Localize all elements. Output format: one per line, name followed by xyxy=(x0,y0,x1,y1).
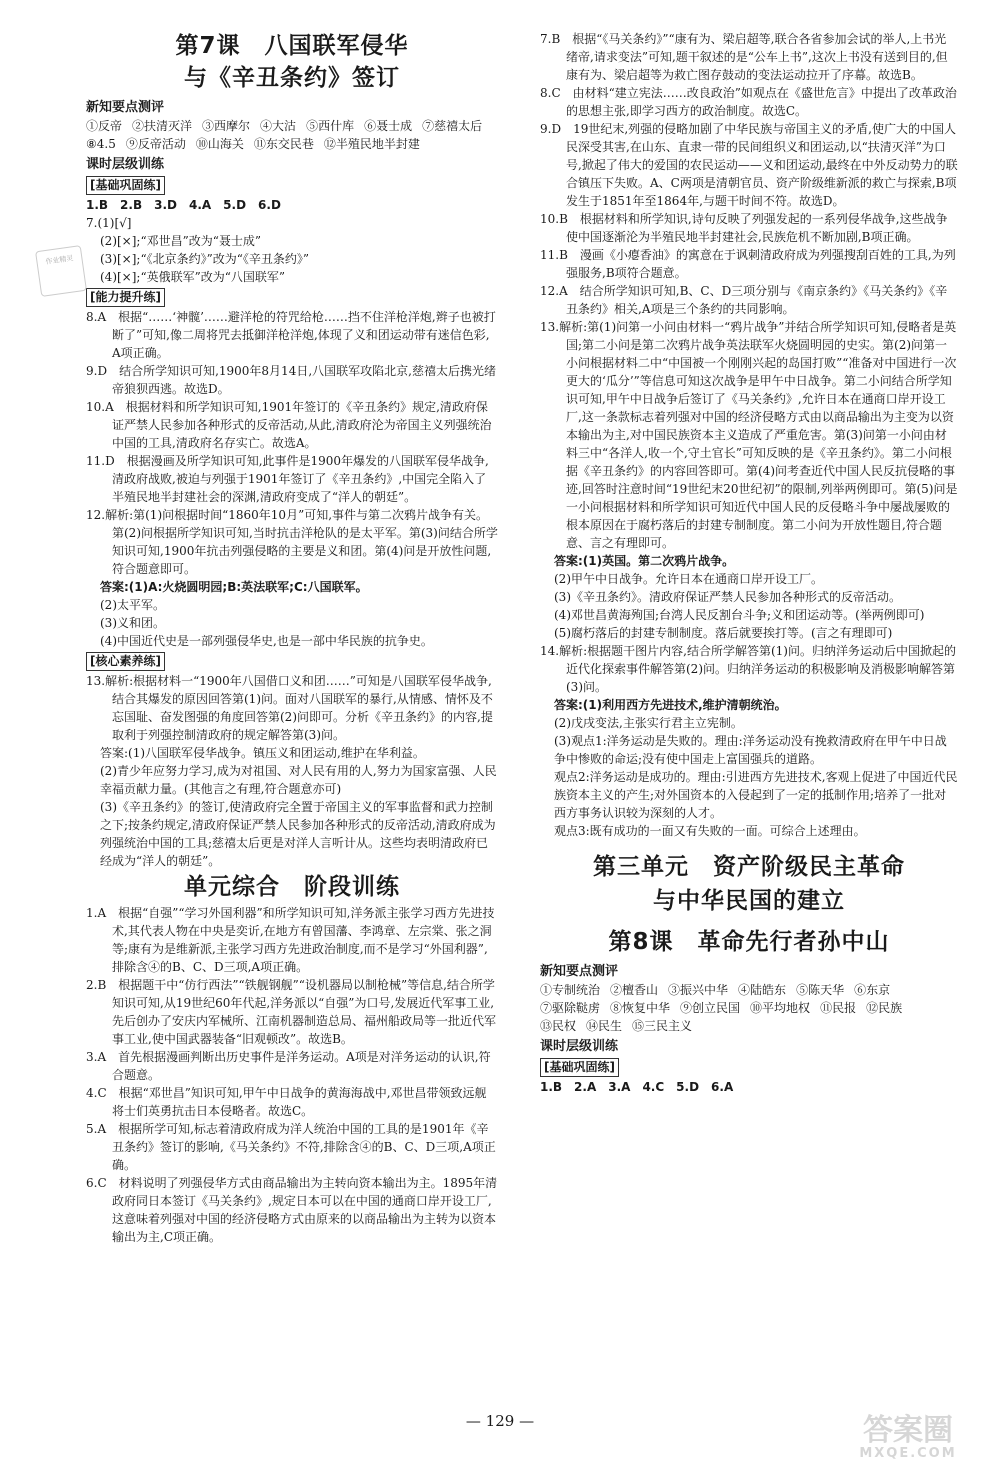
keyword: ③振兴中华 xyxy=(668,983,729,997)
keyword: ⑩平均地权 xyxy=(750,1001,811,1015)
keyword: ②扶清灭洋 xyxy=(132,119,193,133)
unit-q14-answer: 答案:(1)利用西方先进技术,维护清朝统治。 xyxy=(554,698,787,712)
sub-core: [核心素养练] xyxy=(86,652,165,671)
mc-answers: 1.B 2.B 3.D 4.A 5.D 6.D xyxy=(86,198,281,212)
keyword: ④大沽 xyxy=(260,119,297,133)
keyword: ⑥聂士成 xyxy=(364,119,413,133)
unit3-title xyxy=(540,850,958,918)
section-training: 课时层级训练 xyxy=(86,157,165,172)
unit-answer-q8: 8.C 由材料“建立宪法……改良政治”如观点在《盛世危言》中提出了改革政治的思想主张,即学习西方的政治制度。故选C。 xyxy=(540,86,957,118)
lesson7-title-line2: 与《辛丑条约》签订 xyxy=(184,65,400,91)
keyword: ④陆皓东 xyxy=(738,983,787,997)
q12-answer: 答案:(1)A:火烧圆明园;B:英法联军;C:八国联军。 xyxy=(100,580,368,594)
unit-answer-q3: 3.A 首先根据漫画判断出历史事件是洋务运动。A项是对洋务运动的认识,符合题意。 xyxy=(86,1050,491,1082)
section-new-knowledge: 新知要点测评 xyxy=(86,100,165,115)
lesson7-title xyxy=(86,30,498,94)
keyword: ⑪东交民巷 xyxy=(253,137,314,151)
lesson8-sub-basic: [基础巩固练] xyxy=(540,1058,619,1077)
keyword: ⑤西什库 xyxy=(306,119,355,133)
unit-answer-q14: 14.解析:根据题干图片内容,结合所学解答第(1)问。归纳洋务运动后中国掀起的近代化探索事件解答第(2)问。归纳洋务运动的积极影响及消极影响解答第(3)问。 xyxy=(540,644,956,694)
right-column xyxy=(540,30,958,1096)
unit-q13-answer: (2)甲午中日战争。允许日本在通商口岸开设工厂。 xyxy=(554,572,823,586)
keyword: ⑦慈禧太后 xyxy=(422,119,483,133)
q7-line: (3)[×];“《北京条约》”改为“《辛丑条约》” xyxy=(100,252,309,266)
unit-answer-q5: 5.A 根据所学可知,标志着清政府成为洋人统治中国的工具的是1901年《辛丑条约》签订的影响,《马关条约》不符,排除含④的B、C、D三项,A项正确。 xyxy=(86,1122,496,1172)
lesson8-section-new: 新知要点测评 xyxy=(540,964,619,979)
unit-answer-q1: 1.A 根据“自强”“学习外国利器”和所学知识可知,洋务派主张学习西方先进技术,其代表人物在中央是奕䜣,在地方有曾国藩、李鸿章、左宗棠、张之洞等;康有为是维新派,主张学习西方先进政治制度,而不是学习“外国利器”,排除含④的B、C、D三项,A项正确。 xyxy=(86,906,495,974)
unit-answer-q12: 12.A 结合所学知识可知,B、C、D三项分别与《南京条约》《马关条约》《辛丑条约》相关,A项是三个条约的共同影响。 xyxy=(540,284,948,316)
lesson7-title-line1: 第7课 八国联军侵华 xyxy=(175,33,409,59)
lesson8-mc-answers: 1.B 2.A 3.A 4.C 5.D 6.A xyxy=(540,1080,734,1094)
keyword: ⑤陈天华 xyxy=(796,983,845,997)
q7-line: 7.(1)[√] xyxy=(86,216,132,230)
lesson8-section-training: 课时层级训练 xyxy=(540,1039,619,1054)
unit3-title-line1: 第三单元 资产阶级民主革命 xyxy=(593,854,905,880)
keyword: ②檀香山 xyxy=(610,983,659,997)
unit-summary-title: 单元综合 阶段训练 xyxy=(184,874,400,900)
unit-answer-q13: 13.解析:第(1)问第一小问由材料一“鸦片战争”并结合所学知识可知,侵略者是英国;第二小问是第二次鸦片战争英法联军火烧圆明园的史实。第(2)问第一小问根据材料二中“中国被一个刚刚兴起的岛国打败”“准备对中国进行一次更大的‘瓜分’”等信息可知这次战争是甲午中日战争。第二小问结合所学知识可知,甲午中日战争后签订了《马关条约》,允许日本在通商口岸开设工厂,这一条款标志着列强对中国的经济侵略方式由以商品输出为主变为以资本输出为主,对中国民族资本主义造成了严重危害。第(3)问第一小问由材料三中“各洋人,收一个,守土官长”可知反映的是《辛丑条约》。第二小问根据《辛丑条约》的内容回答即可。第(4)问考查近代中国人民反抗侵略的事迹,回答时注意时间“19世纪末20世纪初”的限制,列举两例即可。第(5)问是一小问根据材料和所学知识可知近代中国人民的反侵略斗争中屡战屡败的根本原因在于腐朽落后的封建专制制度。第二小问为开放性题目,符合题意、言之有理即可。 xyxy=(540,320,958,550)
unit-q14-answer: 观点3:既有成功的一面又有失败的一面。可综合上述理由。 xyxy=(554,824,866,838)
unit3-title-line2: 与中华民国的建立 xyxy=(653,888,845,914)
keyword: ①专制统治 xyxy=(540,983,601,997)
unit-answer-q9: 9.D 19世纪末,列强的侵略加剧了中华民族与帝国主义的矛盾,使广大的中国人民深受其害,在山东、直隶一带的民间组织义和团运动,以“扶清灭洋”为口号,掀起了伟大的爱国的农民运动——义和团运动,最终在中外反动势力的联合镇压下失败。A、C两项是清朝官员、资产阶级维新派的救亡与探索,B项发生于1851年至1864年,与题干时间不符。故选D。 xyxy=(540,122,958,208)
unit-q13-answer: (4)邓世昌黄海殉国;台湾人民反割台斗争;义和团运动等。(举两例即可) xyxy=(554,608,925,622)
unit-answer-q11: 11.B 漫画《小瘪香油》的寓意在于讽刺清政府成为列强搜刮百姓的工具,为列强服务,B项符合题意。 xyxy=(540,248,956,280)
keyword: ③西摩尔 xyxy=(202,119,251,133)
sub-ability: [能力提升练] xyxy=(86,288,165,307)
sub-basic: [基础巩固练] xyxy=(86,176,165,195)
keyword: ⑬民权 xyxy=(540,1019,577,1033)
unit-q14-answer: (2)戊戌变法,主张实行君主立宪制。 xyxy=(554,716,743,730)
keyword: ①反帝 xyxy=(86,119,123,133)
keyword: ⑦驱除鞑虏 xyxy=(540,1001,601,1015)
q12-answer: (2)太平军。 xyxy=(100,598,165,612)
unit-q13-answer: 答案:(1)英国。第二次鸦片战争。 xyxy=(554,554,735,568)
page-number: — 129 — xyxy=(465,1412,535,1430)
lesson8-keywords xyxy=(540,981,958,1035)
keyword: ⑭民生 xyxy=(586,1019,623,1033)
watermark-logo xyxy=(828,1415,988,1463)
unit-answer-q7: 7.B 根据“《马关条约》”“康有为、梁启超等,联合各省参加会试的举人,上书光绪帝,请求变法”可知,题干叙述的是“公车上书”,这次上书没有送到目的,但康有为、梁启超等为救亡图存鼓动的变法运动拉开了序幕。故选B。 xyxy=(540,32,948,82)
keyword: ⑧恢复中华 xyxy=(610,1001,671,1015)
lesson7-keywords xyxy=(86,117,498,153)
keyword: ⑫民族 xyxy=(866,1001,903,1015)
answer-q11: 11.D 根据漫画及所学知识可知,此事件是1900年爆发的八国联军侵华战争,清政府战败,被迫与列强于1901年签订了《辛丑条约》,中国完全陷入了半殖民地半封建社会的深渊,清政府变成了“洋人的朝廷”。 xyxy=(86,454,489,504)
keyword: ⑫半殖民地半封建 xyxy=(323,137,420,151)
keyword: ⑪民报 xyxy=(820,1001,857,1015)
watermark-big: 答案圈 xyxy=(863,1413,953,1448)
answer-q13: 13.解析:根据材料一“1900年八国借口义和团……”可知是八国联军侵华战争,结合其爆发的原因回答第(1)问。面对八国联军的暴行,从情感、情怀及不忘国耻、奋发图强的角度回答第(2)问即可。分析《辛丑条约》的内容,提取利于列强控制清政府的规定解答第(3)问。 xyxy=(86,674,493,742)
left-column xyxy=(86,30,498,1246)
unit-q13-answer: (3)《辛丑条约》。清政府保证严禁人民参加各种形式的反帝活动。 xyxy=(554,590,902,604)
watermark-small: MXQE.COM xyxy=(859,1446,957,1461)
q13-answer: 答案:(1)八国联军侵华战争。镇压义和团运动,维护在华利益。 xyxy=(100,746,425,760)
unit-answer-q4: 4.C 根据“邓世昌”知识可知,甲午中日战争的黄海海战中,邓世昌带领致远舰将士们英勇抗击日本侵略者。故选C。 xyxy=(86,1086,487,1118)
answer-q10: 10.A 根据材料和所学知识可知,1901年签订的《辛丑条约》规定,清政府保证严禁人民参加各种形式的反帝活动,从此,清政府沦为帝国主义列强统治中国的工具,清政府名存实亡。故选A。 xyxy=(86,400,492,450)
answer-q12: 12.解析:第(1)问根据时间“1860年10月”可知,事件与第二次鸦片战争有关。第(2)问根据所学知识可知,当时抗击洋枪队的是太平军。第(3)问结合所学知识可知,1900年抗击列强侵略的主要是义和团。第(4)问是开放性问题,符合题意即可。 xyxy=(86,508,498,576)
keyword: ⑩山海关 xyxy=(195,137,244,151)
unit-q14-answer: 观点2:洋务运动是成功的。理由:引进西方先进技术,客观上促进了中国近代民族资本主义的产生;对外国资本的入侵起到了一定的抵制作用;培养了一批对西方事务认识较为深刻的人才。 xyxy=(554,770,958,820)
q13-answer: (2)青少年应努力学习,成为对祖国、对人民有用的人,努力为国家富强、人民幸福贡献力量。(其他言之有理,符合题意亦可) xyxy=(100,764,497,796)
q13-answer: (3)《辛丑条约》的签订,使清政府完全置于帝国主义的军事监督和武力控制之下;按条约规定,清政府保证严禁人民参加各种形式的反帝活动,清政府成为列强统治中国的工具;慈禧太后更是对洋人言听计从。这些均表明清政府已经成为“洋人的朝廷”。 xyxy=(100,800,496,868)
q12-answer: (4)中国近代史是一部列强侵华史,也是一部中华民族的抗争史。 xyxy=(100,634,433,648)
unit-q13-answer: (5)腐朽落后的封建专制制度。落后就要挨打等。(言之有理即可) xyxy=(554,626,893,640)
keyword: ⑨创立民国 xyxy=(680,1001,741,1015)
unit-answer-q10: 10.B 根据材料和所学知识,诗句反映了列强发起的一系列侵华战争,这些战争使中国逐渐沦为半殖民地半封建社会,民族危机不断加剧,B项正确。 xyxy=(540,212,948,244)
answer-q9: 9.D 结合所学知识可知,1900年8月14日,八国联军攻陷北京,慈禧太后携光绪帝狼狈西逃。故选D。 xyxy=(86,364,496,396)
unit-q14-answer: (3)观点1:洋务运动是失败的。理由:洋务运动没有挽救清政府在甲午中日战争中惨败的命运;没有使中国走上富国强兵的道路。 xyxy=(554,734,947,766)
keyword: ⑥东京 xyxy=(854,983,891,997)
unit-answer-q2: 2.B 根据题干中“仿行西法”“铁舰钢舰”“设机器局以制枪械”等信息,结合所学知识可知,从19世纪60年代起,洋务派以“自强”为口号,发展近代军事工业,先后创办了安庆内军械所、江南机器制造总局、福州船政局等一批近代军事工业,使中国武器装备“旧观顿改”。故选B。 xyxy=(86,978,497,1046)
q12-answer: (3)义和团。 xyxy=(100,616,165,630)
lesson8-title: 第8课 革命先行者孙中山 xyxy=(608,929,890,955)
q7-line: (4)[×];“英俄联军”改为“八国联军” xyxy=(100,270,285,284)
stamp-logo xyxy=(35,245,87,297)
q7-line: (2)[×];“邓世昌”改为“聂士成” xyxy=(100,234,261,248)
answer-q8: 8.A 根据“……‘神髋’……避洋枪的符咒给枪……挡不住洋枪洋炮,辫子也被打断了”可知,像二周将咒去抵御洋枪洋炮,体现了义和团运动带有迷信色彩,A项正确。 xyxy=(86,310,496,360)
keyword: ⑨反帝活动 xyxy=(125,137,186,151)
keyword: ⑧4.5 xyxy=(86,137,116,151)
stamp-text: 作业精灵 xyxy=(45,254,74,267)
keyword: ⑮三民主义 xyxy=(632,1019,693,1033)
unit-answer-q6: 6.C 材料说明了列强侵华方式由商品输出为主转向资本输出为主。1895年清政府同日本签订《马关条约》,规定日本可以在中国的通商口岸开设工厂,这意味着列强对中国的经济侵略方式由原来的以商品输出为主转为以资本输出为主,C项正确。 xyxy=(86,1176,498,1244)
